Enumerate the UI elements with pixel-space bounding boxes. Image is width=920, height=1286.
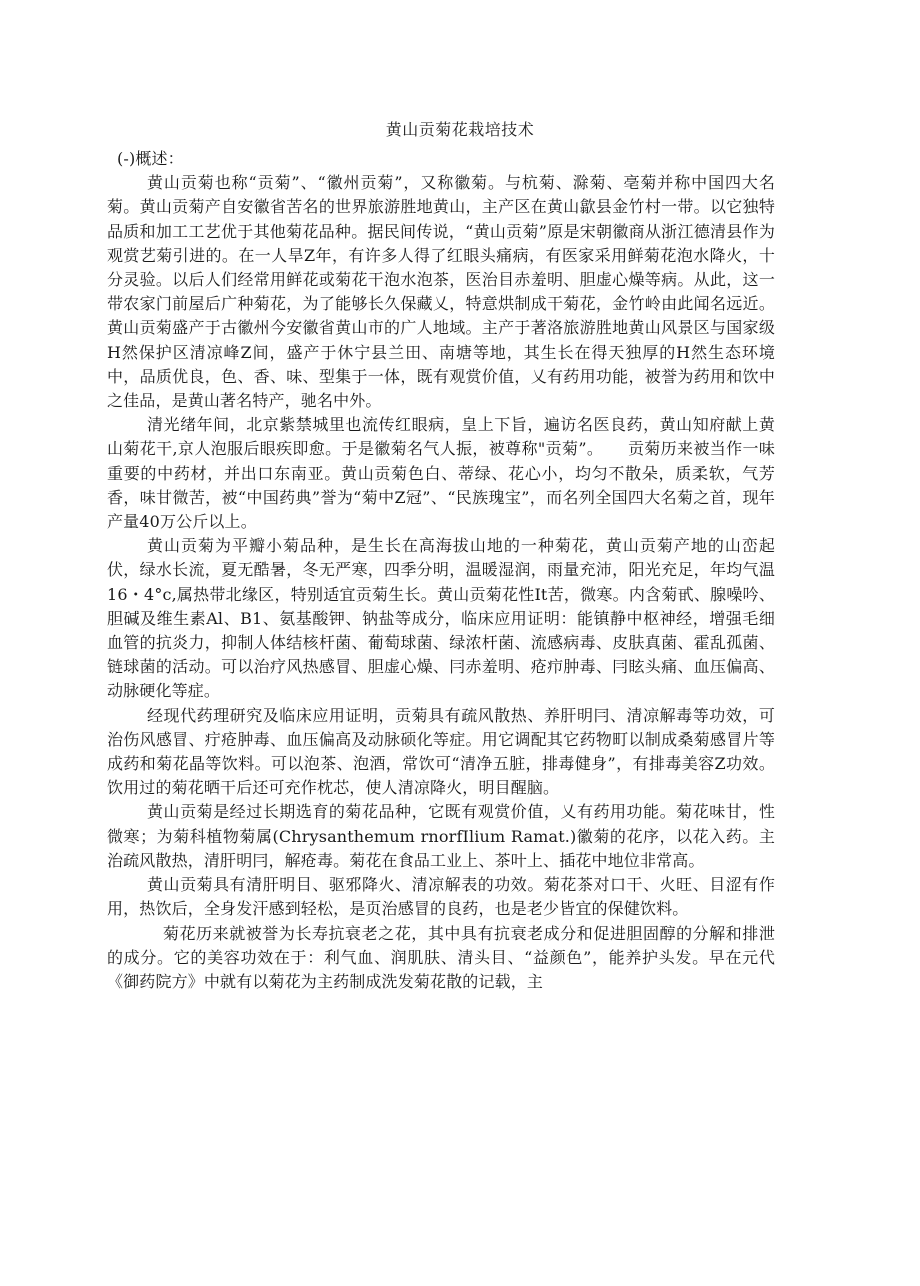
section-heading: (-)概述： <box>117 149 184 168</box>
paragraph-habitat: 黄山贡菊为平瓣小菊品种，是生长在高海拔山地的一种菊花，黄山贡菊产地的山峦起伏，绿水长流，夏无酷暑，冬无严寒，四季分明，温暖湿润，雨量充沛，阳光充足，年均气温16・4°c,属热带北缘区，特别适宜贡菊生长。黄山贡菊花性It苦，微寒。内含菊甙、腺噪吟、胆碱及维生素Al、B1、氨基酸钾、钠盐等成分，临床应用证明：能镇静中枢神经，增强毛细血管的抗炎力，抑制人体结核杆菌、葡萄球菌、绿浓杆菌、流感病毒、皮肤真菌、霍乱孤菌、链球菌的活动。可以治疗风热感冒、胆虚心燥、冃赤羞明、疮疖肿毒、冃眩头痛、血压偏高、动脉硬化等症。 <box>107 536 775 701</box>
paragraph-efficacy: 黄山贡菊具有清肝明目、驱邪降火、清凉解表的功效。菊花茶对口干、火旺、目涩有作用，热饮后，全身发汗感到轻松，是页治感冒的良药，也是老少皆宜的保健饮料。 <box>107 875 775 919</box>
paragraph-botany: 黄山贡菊是经过长期选育的菊花品种，它既有观赏价值，乂有药用功能。菊花味甘，性微寒；为菊科植物菊属(Chrysanthemum rnorfIlium Ramat.)徽菊的花序，以花入药。主治疏风散热，清肝明冃，解疮毒。菊花在食品工业上、茶叶上、插花中地位非常高。 <box>107 802 775 870</box>
paragraph-longevity: 菊花历来就被誉为长寿抗衰老之花，其中具有抗衰老成分和促进胆固醇的分解和排泄的成分。它的美容功效在于：利气血、润肌肤、清头目、“益颜色”，能养护头发。早在元代《御药院方》中就有以菊花为主药制成洗发菊花散的记载，主 <box>107 923 775 991</box>
document-title: 黄山贡菊花栽培技术 <box>385 120 535 139</box>
paragraph-pharmacology: 经现代药理研究及临床应用证明，贡菊具有疏风散热、养肝明冃、清凉解毒等功效，可治伤风感冒、疔疮肿毒、血压偏高及动脉硕化等症。用它调配其它药物町以制成桑菊感冒片等成药和菊花晶等饮料。可以泡茶、泡酒，常饮可“清净五脏，排毒健身”，有排毒美容Z功效。饮用过的菊花晒干后还可充作枕芯，使人清凉降火，明目醒脑。 <box>107 705 775 798</box>
document-body <box>107 147 775 994</box>
paragraph-history: 清光绪年间，北京紫禁城里也流传红眼病，皇上下旨，遍访名医良药，黄山知府献上黄山菊花干,京人泡服后眼疾即愈。于是徽菊名气人振，被尊称"贡菊”。 贡菊历来被当作一味重要的中药材，并出口东南亚。黄山贡菊色白、蒂绿、花心小，均匀不散朵，质柔软，气芳香，味甘微苦，被“中国药典”誉为“菊中Z冠”、“民族瑰宝”，而名列全国四大名菊之首，现年产量40万公斤以上。 <box>107 415 775 532</box>
paragraph-overview: 黄山贡菊也称“贡菊”、“徽州贡菊”，又称徽菊。与杭菊、滁菊、亳菊并称中国四大名菊。黄山贡菊产自安徽省苦名的世界旅游胜地黄山，主产区在黄山歙县金竹村一带。以它独特品质和加工工艺优于其他菊花品种。据民间传说，“黄山贡菊”原是宋朝徽商从浙江德清县作为观赏艺菊引进的。在一人旱Z年，有许多人得了红眼头痛病，有医家采用鲜菊花泡水降火，十分灵验。以后人们经常用鲜花或菊花干泡水泡茶，医治目赤羞明、胆虚心燥等病。从此，这一带农家门前屋后广种菊花，为了能够长久保藏乂，特意烘制成干菊花，金竹岭由此闻名远近。黄山贡菊盛产于古徽州今安徽省黄山市的广人地域。主产于著洛旅游胜地黄山风景区与国家级H然保护区清凉峰Z间，盛产于休宁县兰田、南塘等地，其生长在得天独厚的H然生态环境中，品质优良，色、香、味、型集于一体，既有观赏价值，乂有药用功能，被誉为药用和饮中之佳品，是黄山著名特产，驰名中外。 <box>107 173 775 411</box>
